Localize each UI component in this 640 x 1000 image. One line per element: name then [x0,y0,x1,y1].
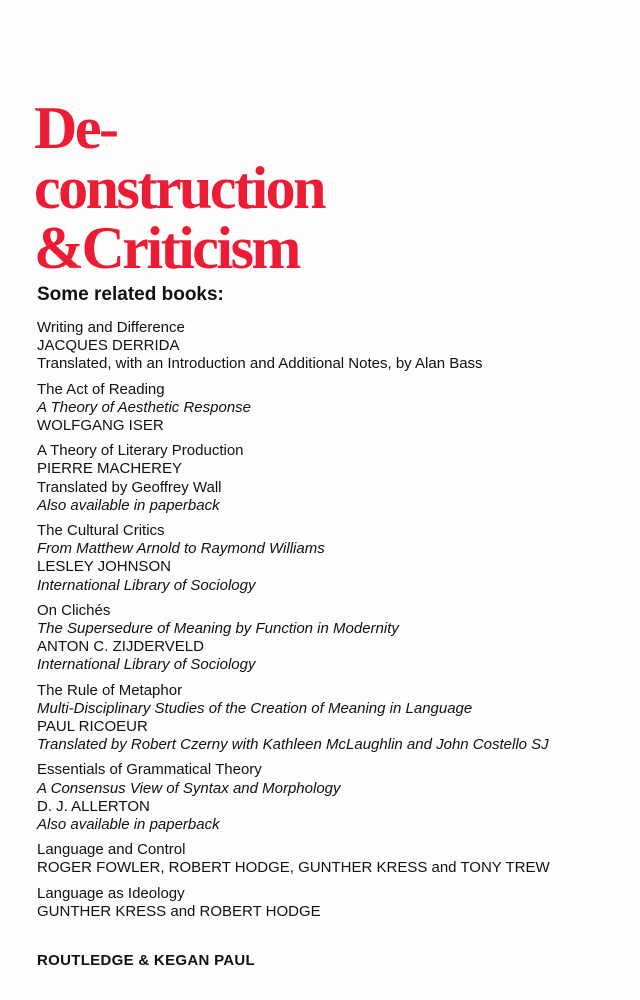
book-title: Language as Ideology [37,884,185,902]
book-entry [37,602,627,675]
book-entry [37,885,627,921]
book-entry [37,761,627,834]
book-entry [37,682,627,755]
book-note: Translated by Geoffrey Wall [37,478,222,496]
book-author: D. J. ALLERTON [37,797,150,815]
book-author: LESLEY JOHNSON [37,558,171,576]
book-list [37,319,627,928]
book-author: JACQUES DERRIDA [37,337,180,355]
book-author: ROGER FOWLER, ROBERT HODGE, GUNTHER KRESS and TONY TREW [37,859,550,877]
title-line-2: construction [34,155,324,221]
title-line-1: De- [34,95,117,161]
book-author: ANTON C. ZIJDERVELD [37,638,204,656]
book-subtitle: Multi-Disciplinary Studies of the Creation of Meaning in Language [37,699,473,717]
book-title: On Clichés [37,601,111,619]
book-entry [37,522,627,595]
book-author: PAUL RICOEUR [37,718,148,736]
book-note-italic: Translated by Robert Czerny with Kathleen McLaughlin and John Costello SJ [37,736,549,754]
section-heading: Some related books: [37,284,224,305]
book-entry [37,442,627,515]
book-entry [37,319,627,374]
book-subtitle: A Theory of Aesthetic Response [37,398,251,416]
page-title [34,95,324,281]
book-note-italic: Also available in paperback [37,816,220,834]
book-title: Language and Control [37,841,186,859]
book-author: GUNTHER KRESS and ROBERT HODGE [37,902,321,920]
book-subtitle: A Consensus View of Syntax and Morphology [37,779,341,797]
publisher-name: ROUTLEDGE & KEGAN PAUL [37,952,255,969]
book-title: Essentials of Grammatical Theory [37,761,262,779]
book-title: Writing and Difference [37,319,185,336]
book-entry [37,381,627,436]
book-author: WOLFGANG ISER [37,417,164,435]
book-author: PIERRE MACHEREY [37,460,183,478]
book-title: The Cultural Critics [37,522,165,540]
book-subtitle: The Supersedure of Meaning by Function in Modernity [37,620,399,638]
title-line-3: &Criticism [34,215,299,281]
book-title: A Theory of Literary Production [37,442,244,460]
book-note-italic: Also available in paperback [37,496,220,514]
book-title: The Act of Reading [37,380,165,398]
book-note-italic: International Library of Sociology [37,576,256,594]
book-note: Translated, with an Introduction and Additional Notes, by Alan Bass [37,355,483,373]
book-entry [37,841,627,877]
book-title: The Rule of Metaphor [37,681,183,699]
book-subtitle: From Matthew Arnold to Raymond Williams [37,540,325,558]
book-note-italic: International Library of Sociology [37,656,256,674]
